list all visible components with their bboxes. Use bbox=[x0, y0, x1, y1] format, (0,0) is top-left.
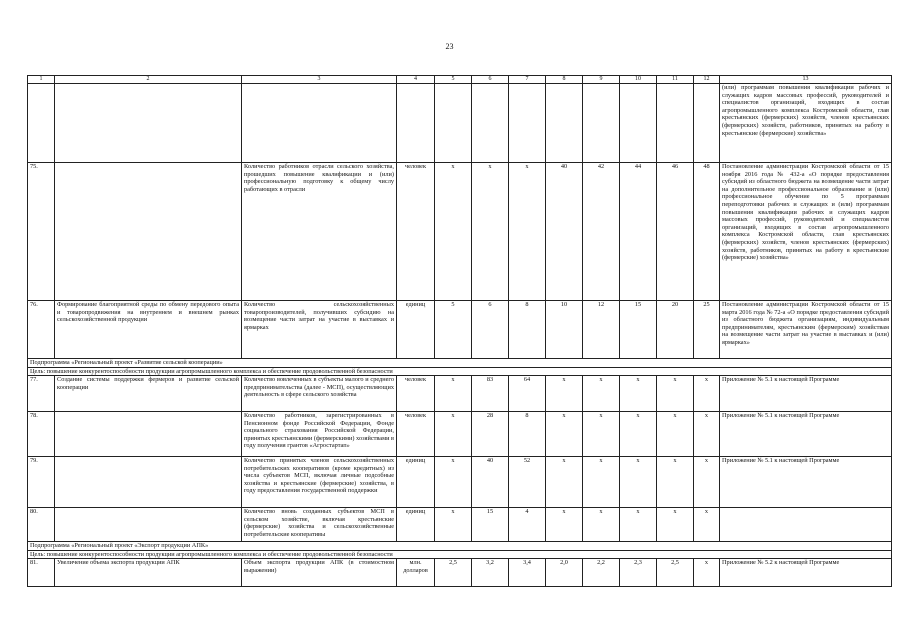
row-number-cell: 76. bbox=[28, 301, 55, 359]
value-cell: х bbox=[620, 457, 657, 508]
value-cell: х bbox=[583, 412, 620, 457]
value-cell: х bbox=[694, 508, 720, 542]
header-cell: 13 bbox=[720, 76, 892, 84]
row-number-cell: 77. bbox=[28, 376, 55, 412]
unit-cell: человек bbox=[397, 412, 435, 457]
indicators-table bbox=[27, 75, 892, 587]
value-cell: х bbox=[546, 457, 583, 508]
value-cell: х bbox=[694, 376, 720, 412]
legal-basis-cell: Приложение № 5.1 к настоящей Программе bbox=[720, 376, 892, 412]
legal-basis-cell: Постановление администрации Костромской области от 15 марта 2016 года № 72-а «О порядке предоставления субсидий из областного бюджета организациям, индивидуальным предпринимателям, крестьянским (фермерским) хозяйствам на возмещение части затрат на участие в выставках и (или) ярмарках» bbox=[720, 301, 892, 359]
header-cell: 1 bbox=[28, 76, 55, 84]
value-cell: 52 bbox=[509, 457, 546, 508]
value-cell: 6 bbox=[472, 301, 509, 359]
table-row bbox=[28, 412, 892, 457]
value-cell: 8 bbox=[509, 301, 546, 359]
value-cell: 2,5 bbox=[657, 559, 694, 587]
value-cell: 48 bbox=[694, 163, 720, 301]
value-cell: 44 bbox=[620, 163, 657, 301]
legal-basis-cell: Приложение № 5.1 к настоящей Программе bbox=[720, 457, 892, 508]
value-cell: 2,3 bbox=[620, 559, 657, 587]
value-cell: 10 bbox=[546, 301, 583, 359]
value-cell: 2,5 bbox=[435, 559, 472, 587]
value-cell: 28 bbox=[472, 412, 509, 457]
table-row bbox=[28, 457, 892, 508]
value-cell: х bbox=[657, 412, 694, 457]
indicator-cell: Количество работников отрасли сельского хозяйства, прошедших повышение квалификации и (или) профессиональную подготовку к общему числу работающих в отрасли bbox=[242, 163, 397, 301]
row-number-cell: 75. bbox=[28, 163, 55, 301]
value-cell: х bbox=[694, 559, 720, 587]
value-cell: х bbox=[694, 412, 720, 457]
value-cell: 3,2 bbox=[472, 559, 509, 587]
value-cell: х bbox=[435, 412, 472, 457]
value-cell: х bbox=[657, 457, 694, 508]
goal-cell: Формирование благоприятной среды по обмену передового опыта и товаропродвижения на внутреннем и внешнем рынках сельскохозяйственной продукции bbox=[55, 301, 242, 359]
value-cell: 15 bbox=[472, 508, 509, 542]
table-row bbox=[28, 163, 892, 301]
unit-cell: единиц bbox=[397, 457, 435, 508]
table-row-continued bbox=[28, 84, 892, 163]
goal-cell: Создание системы поддержки фермеров и развитие сельской кооперации bbox=[55, 376, 242, 412]
page-number: 23 bbox=[445, 42, 454, 51]
section-goal-row bbox=[28, 550, 892, 559]
header-cell: 11 bbox=[657, 76, 694, 84]
legal-basis-cell: Постановление администрации Костромской области от 15 ноября 2016 года № 432-а «О порядке предоставления субсидий из областного бюджета на возмещение части затрат на дополнительное профессиональное образование и (или) профессиональное обучение по 5 программам переподготовки рабочих и служащих и (или) программам повышения квалификации рабочих и служащих кадров массовых профессий, руководителей и специалистов организаций, входящих в состав агропромышленного комплекса Костромской области, глав крестьянских (фермерских) хозяйств, членов крестьянских (фермерских) хозяйств, работников, принятых на работу в крестьянские (фермерские) хозяйства» bbox=[720, 163, 892, 301]
value-cell: 83 bbox=[472, 376, 509, 412]
value-cell: 25 bbox=[694, 301, 720, 359]
unit-cell: человек bbox=[397, 163, 435, 301]
indicator-cell: Объем экспорта продукции АПК (в стоимостном выражении) bbox=[242, 559, 397, 587]
value-cell: х bbox=[435, 163, 472, 301]
row-number-cell: 79. bbox=[28, 457, 55, 508]
section-goal: Цель: повышение конкурентоспособности продукции агропромышленного комплекса и обеспечение продовольственной безопасности bbox=[28, 367, 892, 376]
value-cell: 20 bbox=[657, 301, 694, 359]
value-cell: 3,4 bbox=[509, 559, 546, 587]
header-cell: 12 bbox=[694, 76, 720, 84]
value-cell: х bbox=[620, 508, 657, 542]
header-cell: 9 bbox=[583, 76, 620, 84]
unit-cell: млн. долларов bbox=[397, 559, 435, 587]
table-row bbox=[28, 508, 892, 542]
value-cell: х bbox=[583, 376, 620, 412]
value-cell: 2,0 bbox=[546, 559, 583, 587]
value-cell: 40 bbox=[546, 163, 583, 301]
legal-basis-cell: (или) программам повышения квалификации рабочих и служащих кадров массовых профессий, руководителей и специалистов организаций, входящих в состав агропромышленного комплекса Костромской области, глав крестьянских (фермерских) хозяйств, членов крестьянских (фермерских) хозяйств, работников, принятых на работу в крестьянские (фермерские) хозяйства» bbox=[720, 84, 892, 163]
indicator-cell: Количество вновь созданных субъектов МСП в сельском хозяйстве, включая крестьянские (фермерские) хозяйства и сельскохозяйственные потребительские кооперативы bbox=[242, 508, 397, 542]
value-cell: х bbox=[546, 376, 583, 412]
value-cell: 4 bbox=[509, 508, 546, 542]
value-cell: х bbox=[546, 508, 583, 542]
header-cell: 2 bbox=[55, 76, 242, 84]
value-cell: 40 bbox=[472, 457, 509, 508]
value-cell: х bbox=[472, 163, 509, 301]
value-cell: 46 bbox=[657, 163, 694, 301]
value-cell: х bbox=[435, 376, 472, 412]
header-cell: 8 bbox=[546, 76, 583, 84]
value-cell: х bbox=[435, 457, 472, 508]
column-number-header bbox=[28, 76, 892, 84]
section-subprogram: Подпрограмма «Региональный проект «Развитие сельской кооперации» bbox=[28, 359, 892, 368]
row-number-cell: 80. bbox=[28, 508, 55, 542]
header-cell: 5 bbox=[435, 76, 472, 84]
goal-cell bbox=[55, 412, 242, 457]
value-cell: 42 bbox=[583, 163, 620, 301]
row-number-cell: 78. bbox=[28, 412, 55, 457]
indicator-cell: Количество работников, зарегистрированных в Пенсионном фонде Российской Федерации, Фонде социального страхования Российской Федерации, принятых крестьянскими (фермерскими) хозяйствами в году получения грантов «Агростартап» bbox=[242, 412, 397, 457]
value-cell: 5 bbox=[435, 301, 472, 359]
legal-basis-cell: Приложение № 5.2 к настоящей Программе bbox=[720, 559, 892, 587]
value-cell: 12 bbox=[583, 301, 620, 359]
goal-cell bbox=[55, 163, 242, 301]
value-cell: х bbox=[620, 376, 657, 412]
legal-basis-cell bbox=[720, 508, 892, 542]
header-cell: 3 bbox=[242, 76, 397, 84]
indicator-cell: Количество сельскохозяйственных товаропроизводителей, получивших субсидию на возмещение части затрат на участие в выставках и ярмарках bbox=[242, 301, 397, 359]
value-cell: 64 bbox=[509, 376, 546, 412]
value-cell: х bbox=[546, 412, 583, 457]
value-cell: х bbox=[657, 376, 694, 412]
section-goal-row bbox=[28, 367, 892, 376]
legal-basis-cell: Приложение № 5.1 к настоящей Программе bbox=[720, 412, 892, 457]
row-number-cell: 81. bbox=[28, 559, 55, 587]
unit-cell: человек bbox=[397, 376, 435, 412]
header-cell: 6 bbox=[472, 76, 509, 84]
value-cell: х bbox=[620, 412, 657, 457]
indicator-cell: Количество вовлеченных в субъекты малого и среднего предпринимательства (далее - МСП), осуществляющих деятельность в сфере сельского хозяйства bbox=[242, 376, 397, 412]
value-cell: 15 bbox=[620, 301, 657, 359]
header-cell: 4 bbox=[397, 76, 435, 84]
value-cell: х bbox=[583, 508, 620, 542]
goal-cell bbox=[55, 508, 242, 542]
table-row bbox=[28, 376, 892, 412]
header-cell: 7 bbox=[509, 76, 546, 84]
header-cell: 10 bbox=[620, 76, 657, 84]
section-subprogram-row bbox=[28, 542, 892, 551]
value-cell: х bbox=[657, 508, 694, 542]
goal-cell bbox=[55, 457, 242, 508]
value-cell: х bbox=[509, 163, 546, 301]
section-goal: Цель: повышение конкурентоспособности продукции агропромышленного комплекса и обеспечение продовольственной безопасности bbox=[28, 550, 892, 559]
value-cell: х bbox=[583, 457, 620, 508]
table-row bbox=[28, 301, 892, 359]
unit-cell: единиц bbox=[397, 508, 435, 542]
value-cell: 8 bbox=[509, 412, 546, 457]
value-cell: х bbox=[694, 457, 720, 508]
value-cell: 2,2 bbox=[583, 559, 620, 587]
goal-cell: Увеличение объема экспорта продукции АПК bbox=[55, 559, 242, 587]
section-subprogram: Подпрограмма «Региональный проект «Экспорт продукции АПК» bbox=[28, 542, 892, 551]
indicator-cell: Количество принятых членов сельскохозяйственных потребительских кооперативов (кроме кредитных) из числа субъектов МСП, включая личные подсобные хозяйства и крестьянские (фермерские) хозяйства, в году предоставления государственной поддержки bbox=[242, 457, 397, 508]
unit-cell: единиц bbox=[397, 301, 435, 359]
value-cell: х bbox=[435, 508, 472, 542]
section-subprogram-row bbox=[28, 359, 892, 368]
table-row bbox=[28, 559, 892, 587]
